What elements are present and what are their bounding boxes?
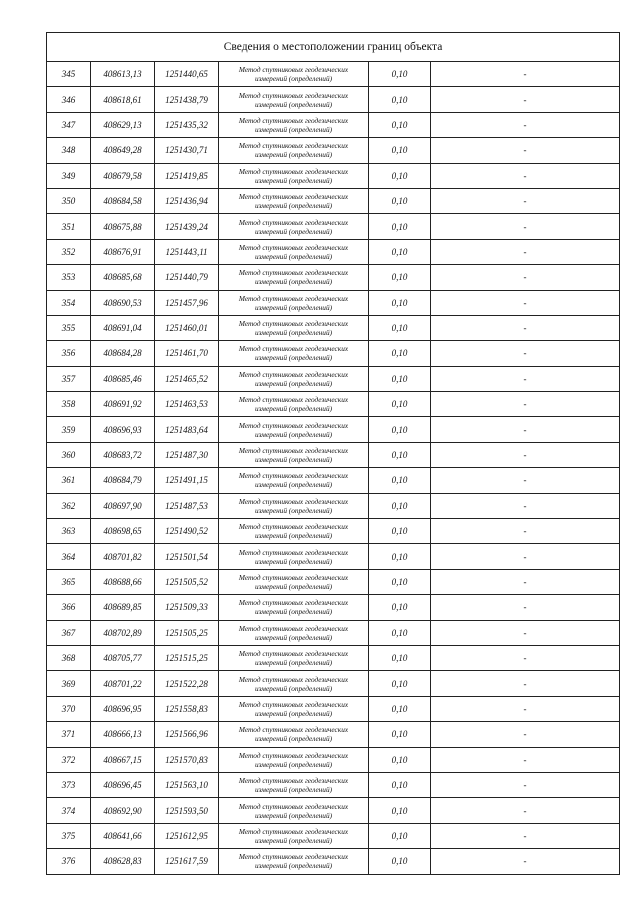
method-line-1: Метод спутниковых геодезических [238,141,349,151]
table-row [47,519,620,544]
description-cell: - [431,671,620,696]
coordinate-x-cell: 408629,13 [91,112,155,137]
accuracy-cell: 0,10 [369,62,431,87]
point-number-cell: 352 [47,239,91,264]
point-number-cell: 369 [47,671,91,696]
method-line-1: Метод спутниковых геодезических [238,268,349,278]
method-line-1: Метод спутниковых геодезических [238,293,349,303]
coordinate-x-cell: 408691,04 [91,315,155,340]
description-cell: - [431,849,620,874]
point-number-cell: 362 [47,493,91,518]
point-number-cell: 364 [47,544,91,569]
method-line-1: Метод спутниковых геодезических [238,522,349,532]
point-number-cell: 356 [47,341,91,366]
point-number-cell: 347 [47,112,91,137]
table-row [47,265,620,290]
coordinate-x-cell: 408692,90 [91,798,155,823]
method-cell [219,823,369,848]
accuracy-cell: 0,10 [369,290,431,315]
method-line-2: измерений (определений) [254,810,333,820]
method-cell [219,239,369,264]
method-cell [219,265,369,290]
point-number-cell: 374 [47,798,91,823]
method-line-1: Метод спутниковых геодезических [238,319,349,329]
point-number-cell: 361 [47,468,91,493]
coordinate-x-cell: 408697,90 [91,493,155,518]
description-cell: - [431,569,620,594]
coordinate-x-cell: 408701,22 [91,671,155,696]
coordinate-y-cell: 1251438,79 [155,87,219,112]
method-cell [219,468,369,493]
table-row [47,468,620,493]
method-line-2: измерений (определений) [254,607,333,617]
table-row [47,645,620,670]
method-line-2: измерений (определений) [254,74,333,84]
point-number-cell: 370 [47,696,91,721]
method-line-1: Метод спутниковых геодезических [238,395,349,405]
method-cell [219,214,369,239]
description-cell: - [431,798,620,823]
method-line-2: измерений (определений) [254,124,333,134]
coordinate-x-cell: 408698,65 [91,519,155,544]
description-cell: - [431,112,620,137]
method-line-1: Метод спутниковых геодезических [238,65,349,75]
table-row [47,112,620,137]
table-row [47,823,620,848]
accuracy-cell: 0,10 [369,519,431,544]
table-row [47,798,620,823]
coordinate-y-cell: 1251558,83 [155,696,219,721]
method-cell [219,366,369,391]
coordinate-y-cell: 1251617,59 [155,849,219,874]
method-line-1: Метод спутниковых геодезических [238,344,349,354]
method-line-2: измерений (определений) [254,226,333,236]
accuracy-cell: 0,10 [369,163,431,188]
method-line-1: Метод спутниковых геодезических [238,776,349,786]
method-line-1: Метод спутниковых геодезических [238,115,349,125]
method-line-2: измерений (определений) [254,480,333,490]
method-line-2: измерений (определений) [254,861,333,871]
accuracy-cell: 0,10 [369,671,431,696]
method-cell [219,417,369,442]
table-row [47,772,620,797]
method-cell [219,315,369,340]
point-number-cell: 346 [47,87,91,112]
table-row [47,849,620,874]
accuracy-cell: 0,10 [369,87,431,112]
description-cell: - [431,87,620,112]
description-cell: - [431,417,620,442]
method-line-2: измерений (определений) [254,683,333,693]
point-number-cell: 358 [47,392,91,417]
method-cell [219,772,369,797]
description-cell: - [431,645,620,670]
description-cell: - [431,519,620,544]
point-number-cell: 373 [47,772,91,797]
description-cell: - [431,392,620,417]
method-line-1: Метод спутниковых геодезических [238,369,349,379]
coordinate-x-cell: 408702,89 [91,620,155,645]
coordinate-y-cell: 1251440,79 [155,265,219,290]
point-number-cell: 365 [47,569,91,594]
accuracy-cell: 0,10 [369,569,431,594]
method-line-1: Метод спутниковых геодезических [238,471,349,481]
accuracy-cell: 0,10 [369,747,431,772]
method-cell [219,620,369,645]
table-row [47,747,620,772]
method-line-1: Метод спутниковых геодезических [238,446,349,456]
point-number-cell: 345 [47,62,91,87]
description-cell: - [431,265,620,290]
table-row [47,290,620,315]
coordinate-x-cell: 408691,92 [91,392,155,417]
description-cell: - [431,772,620,797]
method-line-1: Метод спутниковых геодезических [238,852,349,862]
coordinate-y-cell: 1251436,94 [155,188,219,213]
table-row [47,366,620,391]
method-cell [219,595,369,620]
description-cell: - [431,468,620,493]
method-line-1: Метод спутниковых геодезических [238,242,349,252]
coordinate-y-cell: 1251566,96 [155,722,219,747]
method-cell [219,392,369,417]
point-number-cell: 359 [47,417,91,442]
method-cell [219,722,369,747]
coordinate-y-cell: 1251460,01 [155,315,219,340]
coordinate-y-cell: 1251505,25 [155,620,219,645]
coordinate-x-cell: 408684,58 [91,188,155,213]
method-line-2: измерений (определений) [254,404,333,414]
coordinate-x-cell: 408688,66 [91,569,155,594]
method-line-2: измерений (определений) [254,277,333,287]
coordinate-y-cell: 1251490,52 [155,519,219,544]
coordinate-x-cell: 408684,28 [91,341,155,366]
coordinate-y-cell: 1251487,30 [155,442,219,467]
accuracy-cell: 0,10 [369,493,431,518]
coordinate-x-cell: 408679,58 [91,163,155,188]
method-line-1: Метод спутниковых геодезических [238,547,349,557]
method-cell [219,188,369,213]
method-line-2: измерений (определений) [254,785,333,795]
method-line-1: Метод спутниковых геодезических [238,598,349,608]
table-row [47,442,620,467]
accuracy-cell: 0,10 [369,188,431,213]
method-line-2: измерений (определений) [254,99,333,109]
method-line-2: измерений (определений) [254,658,333,668]
description-cell: - [431,747,620,772]
method-cell [219,493,369,518]
accuracy-cell: 0,10 [369,798,431,823]
method-line-1: Метод спутниковых геодезических [238,750,349,760]
table-row [47,671,620,696]
point-number-cell: 357 [47,366,91,391]
accuracy-cell: 0,10 [369,696,431,721]
method-cell [219,544,369,569]
description-cell: - [431,366,620,391]
table-row [47,214,620,239]
method-cell [219,341,369,366]
method-line-2: измерений (определений) [254,378,333,388]
accuracy-cell: 0,10 [369,239,431,264]
method-cell [219,138,369,163]
accuracy-cell: 0,10 [369,772,431,797]
method-cell [219,671,369,696]
description-cell: - [431,315,620,340]
coordinate-y-cell: 1251509,33 [155,595,219,620]
coordinate-y-cell: 1251491,15 [155,468,219,493]
coordinate-x-cell: 408690,53 [91,290,155,315]
method-line-1: Метод спутниковых геодезических [238,801,349,811]
accuracy-cell: 0,10 [369,341,431,366]
point-number-cell: 372 [47,747,91,772]
point-number-cell: 371 [47,722,91,747]
accuracy-cell: 0,10 [369,595,431,620]
coordinate-x-cell: 408689,85 [91,595,155,620]
coordinate-y-cell: 1251505,52 [155,569,219,594]
coordinate-x-cell: 408683,72 [91,442,155,467]
coordinate-y-cell: 1251457,96 [155,290,219,315]
description-cell: - [431,442,620,467]
method-line-1: Метод спутниковых геодезических [238,90,349,100]
method-line-2: измерений (определений) [254,328,333,338]
accuracy-cell: 0,10 [369,620,431,645]
coordinate-x-cell: 408641,66 [91,823,155,848]
coordinate-y-cell: 1251515,25 [155,645,219,670]
point-number-cell: 367 [47,620,91,645]
point-number-cell: 355 [47,315,91,340]
method-line-2: измерений (определений) [254,531,333,541]
method-line-2: измерений (определений) [254,582,333,591]
method-line-2: измерений (определений) [254,353,333,363]
coordinate-x-cell: 408667,15 [91,747,155,772]
coordinate-y-cell: 1251563,10 [155,772,219,797]
coordinate-y-cell: 1251440,65 [155,62,219,87]
description-cell: - [431,214,620,239]
coordinate-y-cell: 1251487,53 [155,493,219,518]
table-row [47,138,620,163]
boundary-coordinates-table [46,32,620,875]
method-cell [219,62,369,87]
description-cell: - [431,62,620,87]
method-cell [219,290,369,315]
description-cell: - [431,595,620,620]
accuracy-cell: 0,10 [369,645,431,670]
point-number-cell: 349 [47,163,91,188]
accuracy-cell: 0,10 [369,265,431,290]
accuracy-cell: 0,10 [369,442,431,467]
coordinate-x-cell: 408628,83 [91,849,155,874]
method-line-2: измерений (определений) [254,759,333,769]
method-line-1: Метод спутниковых геодезических [238,826,349,836]
method-cell [219,112,369,137]
table-row [47,341,620,366]
coordinate-x-cell: 408696,95 [91,696,155,721]
accuracy-cell: 0,10 [369,722,431,747]
method-line-2: измерений (определений) [254,201,333,211]
coordinate-x-cell: 408666,13 [91,722,155,747]
table-row [47,417,620,442]
method-cell [219,87,369,112]
method-line-1: Метод спутниковых геодезических [238,674,349,684]
point-number-cell: 366 [47,595,91,620]
coordinate-x-cell: 408701,82 [91,544,155,569]
coordinate-y-cell: 1251570,83 [155,747,219,772]
table-row [47,87,620,112]
point-number-cell: 348 [47,138,91,163]
point-number-cell: 375 [47,823,91,848]
table-row [47,239,620,264]
coordinate-y-cell: 1251419,85 [155,163,219,188]
method-line-2: измерений (определений) [254,835,333,845]
method-line-2: измерений (определений) [254,429,333,439]
coordinate-y-cell: 1251483,64 [155,417,219,442]
method-line-2: измерений (определений) [254,251,333,261]
coordinate-x-cell: 408649,28 [91,138,155,163]
method-line-2: измерений (определений) [254,734,333,744]
coordinate-x-cell: 408685,46 [91,366,155,391]
accuracy-cell: 0,10 [369,544,431,569]
description-cell: - [431,620,620,645]
coordinate-x-cell: 408676,91 [91,239,155,264]
method-line-2: измерений (определений) [254,150,333,160]
point-number-cell: 350 [47,188,91,213]
accuracy-cell: 0,10 [369,315,431,340]
point-number-cell: 360 [47,442,91,467]
method-cell [219,747,369,772]
method-line-1: Метод спутниковых геодезических [238,217,349,227]
description-cell: - [431,290,620,315]
description-cell: - [431,163,620,188]
method-cell [219,569,369,594]
description-cell: - [431,823,620,848]
coordinate-x-cell: 408685,68 [91,265,155,290]
accuracy-cell: 0,10 [369,366,431,391]
accuracy-cell: 0,10 [369,823,431,848]
table-row [47,163,620,188]
method-cell [219,163,369,188]
point-number-cell: 363 [47,519,91,544]
coordinate-x-cell: 408618,61 [91,87,155,112]
description-cell: - [431,188,620,213]
table-title-row [47,33,620,62]
table-row [47,620,620,645]
method-line-1: Метод спутниковых геодезических [238,192,349,202]
point-number-cell: 353 [47,265,91,290]
coordinate-y-cell: 1251463,53 [155,392,219,417]
coordinate-y-cell: 1251593,50 [155,798,219,823]
method-line-1: Метод спутниковых геодезических [238,420,349,430]
accuracy-cell: 0,10 [369,138,431,163]
accuracy-cell: 0,10 [369,468,431,493]
coordinate-y-cell: 1251612,95 [155,823,219,848]
method-cell [219,696,369,721]
coordinate-y-cell: 1251465,52 [155,366,219,391]
method-line-2: измерений (определений) [254,556,333,566]
table-row [47,392,620,417]
coordinate-x-cell: 408684,79 [91,468,155,493]
table-row [47,569,620,594]
table-row [47,722,620,747]
method-line-1: Метод спутниковых геодезических [238,623,349,633]
method-line-1: Метод спутниковых геодезических [238,496,349,506]
method-line-1: Метод спутниковых геодезических [238,649,349,659]
coordinate-x-cell: 408696,93 [91,417,155,442]
coordinate-y-cell: 1251430,71 [155,138,219,163]
method-line-2: измерений (определений) [254,175,333,185]
description-cell: - [431,138,620,163]
method-line-2: измерений (определений) [254,302,333,312]
description-cell: - [431,239,620,264]
table-row [47,696,620,721]
method-cell [219,645,369,670]
coordinate-y-cell: 1251522,28 [155,671,219,696]
table-row [47,188,620,213]
description-cell: - [431,493,620,518]
accuracy-cell: 0,10 [369,417,431,442]
coordinate-y-cell: 1251501,54 [155,544,219,569]
point-number-cell: 351 [47,214,91,239]
table-row [47,544,620,569]
method-line-1: Метод спутниковых геодезических [238,166,349,176]
point-number-cell: 376 [47,849,91,874]
table-row [47,595,620,620]
point-number-cell: 354 [47,290,91,315]
coordinate-x-cell: 408613,13 [91,62,155,87]
accuracy-cell: 0,10 [369,849,431,874]
method-cell [219,519,369,544]
method-line-2: измерений (определений) [254,455,333,465]
method-cell [219,442,369,467]
description-cell: - [431,722,620,747]
coordinate-x-cell: 408696,45 [91,772,155,797]
method-cell [219,798,369,823]
accuracy-cell: 0,10 [369,112,431,137]
method-cell [219,849,369,874]
table-row [47,315,620,340]
table-row [47,62,620,87]
description-cell: - [431,544,620,569]
method-line-1: Метод спутниковых геодезических [238,725,349,735]
accuracy-cell: 0,10 [369,214,431,239]
coordinate-x-cell: 408675,88 [91,214,155,239]
table-row [47,493,620,518]
method-line-2: измерений (определений) [254,505,333,515]
method-line-1: Метод спутниковых геодезических [238,573,349,582]
coordinate-y-cell: 1251461,70 [155,341,219,366]
coordinate-y-cell: 1251439,24 [155,214,219,239]
table-title: Сведения о местоположении границ объекта [47,33,620,62]
coordinate-y-cell: 1251443,11 [155,239,219,264]
point-number-cell: 368 [47,645,91,670]
accuracy-cell: 0,10 [369,392,431,417]
description-cell: - [431,341,620,366]
coordinate-y-cell: 1251435,32 [155,112,219,137]
method-line-1: Метод спутниковых геодезических [238,699,349,709]
coordinate-x-cell: 408705,77 [91,645,155,670]
description-cell: - [431,696,620,721]
method-line-2: измерений (определений) [254,632,333,642]
method-line-2: измерений (определений) [254,708,333,718]
